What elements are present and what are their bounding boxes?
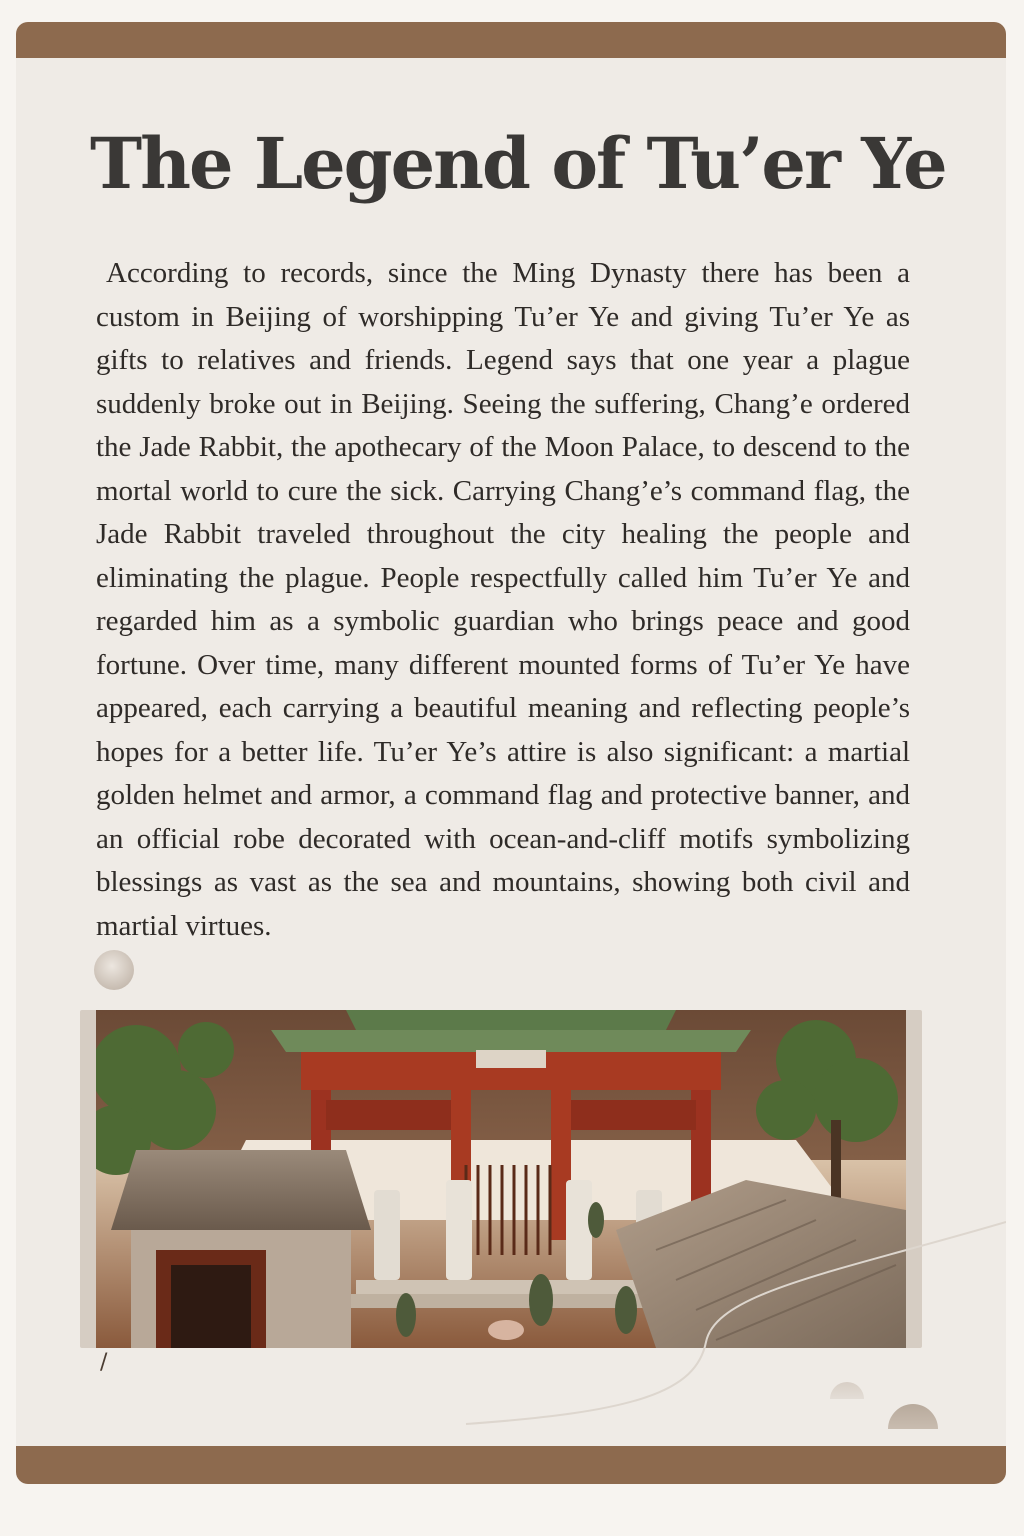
legend-paragraph: According to records, since the Ming Dynasty there has been a custom in Beijing of worshipping Tu’er Ye and giving Tu’er Ye as gifts to relatives and friends. Legend says that one year a plague suddenly broke out in Beijing. Seeing the suffering, Chang’e ordered the Jade Rabbit, the apothecary of the Moon Palace, to descend to the mortal world to cure the sick. Carrying Chang’e’s command flag, the Jade Rabbit traveled throughout the city healing the people and eliminating the plague. People respectfully called him Tu’er Ye and regarded him as a symbolic guardian who brings peace and good fortune. Over time, many different mounted forms of Tu’er Ye have appeared, each carrying a beautiful meaning and reflecting people’s hopes for a better life. Tu’er Ye’s attire is also significant: a martial golden helmet and armor, a command flag and protective banner, and an official robe decorated with ocean-and-cliff motifs symbolizing blessings as vast as the sea and mountains, showing both civil and martial virtues. <box>96 257 910 942</box>
caption-mark: / <box>100 1350 108 1375</box>
bottom-accent-bar <box>16 1446 1006 1484</box>
page-title: The Legend of Tu’er Ye <box>90 122 946 205</box>
content-panel <box>16 22 1006 1484</box>
decorative-swirl <box>16 22 1006 1484</box>
